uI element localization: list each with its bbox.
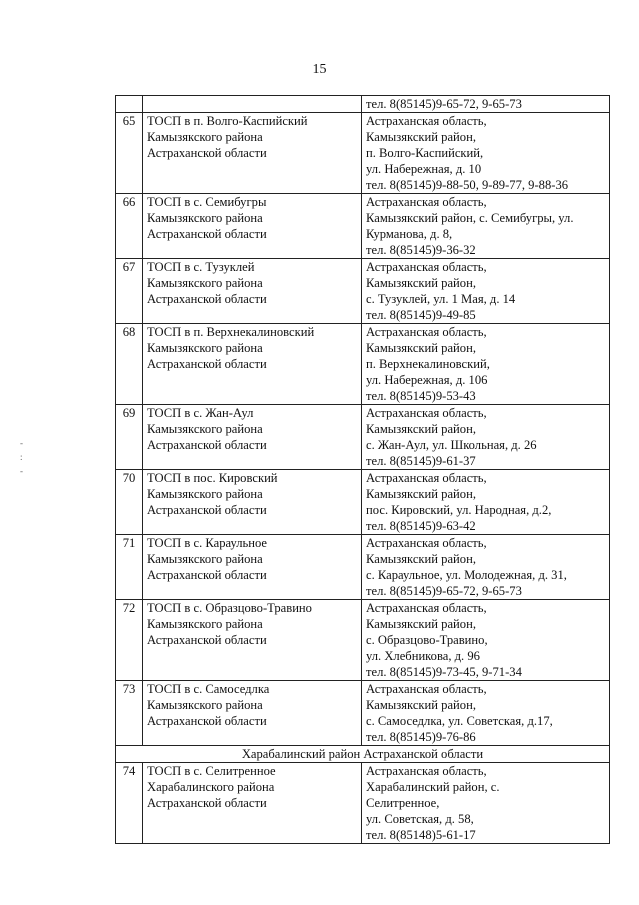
entry-number-cell: 69 [116, 405, 143, 470]
address-line: тел. 8(85145)9-61-37 [366, 454, 476, 468]
entry-address-cell [362, 113, 610, 194]
address-line: п. Волго-Каспийский, [366, 146, 484, 160]
name-line: ТОСП в с. Караульное [147, 536, 268, 550]
address-line: тел. 8(85145)9-65-72, 9-65-73 [366, 97, 522, 111]
entry-name-cell [143, 470, 362, 535]
name-line: Астраханской области [147, 796, 267, 810]
name-line: Астраханской области [147, 146, 267, 160]
entry-address-cell [362, 470, 610, 535]
entry-number-cell: 70 [116, 470, 143, 535]
table-row [116, 259, 610, 324]
name-line: ТОСП в с. Образцово-Травино [147, 601, 312, 615]
name-line: Камызякского района [147, 276, 263, 290]
entry-address-cell [362, 681, 610, 746]
table-row [116, 324, 610, 405]
address-line: Астраханская область, [366, 195, 487, 209]
entry-address-cell [362, 324, 610, 405]
entry-name-cell [143, 113, 362, 194]
entry-address-cell [362, 535, 610, 600]
address-line: Астраханская область, [366, 406, 487, 420]
name-line: ТОСП в с. Селитренное [147, 764, 276, 778]
name-line: Астраханской области [147, 438, 267, 452]
entry-name-cell [143, 96, 362, 113]
entry-number-cell: 67 [116, 259, 143, 324]
entry-number-cell: 74 [116, 763, 143, 844]
address-line: ул. Хлебникова, д. 96 [366, 649, 480, 663]
address-line: Астраханская область, [366, 536, 487, 550]
name-line: Харабалинского района [147, 780, 275, 794]
table-row [116, 681, 610, 746]
entry-number-cell: 65 [116, 113, 143, 194]
address-line: тел. 8(85145)9-76-86 [366, 730, 476, 744]
entry-address-cell [362, 259, 610, 324]
address-line: п. Верхнекалиновский, [366, 357, 490, 371]
entry-number-cell: 68 [116, 324, 143, 405]
address-line: с. Караульное, ул. Молодежная, д. 31, [366, 568, 567, 582]
entry-number-cell: 73 [116, 681, 143, 746]
address-line: Камызякский район, [366, 552, 476, 566]
address-line: Камызякский район, [366, 617, 476, 631]
margin-mark: : [20, 452, 23, 462]
address-line: Камызякский район, [366, 422, 476, 436]
address-line: Астраханская область, [366, 682, 487, 696]
table-row [116, 763, 610, 844]
address-line: с. Образцово-Травино, [366, 633, 488, 647]
address-line: Камызякский район, [366, 341, 476, 355]
name-line: Камызякского района [147, 341, 263, 355]
margin-mark: - [20, 466, 23, 476]
name-line: Камызякского района [147, 487, 263, 501]
name-line: Камызякского района [147, 698, 263, 712]
name-line: Камызякского района [147, 552, 263, 566]
address-line: тел. 8(85145)9-49-85 [366, 308, 476, 322]
address-line: тел. 8(85145)9-53-43 [366, 389, 476, 403]
address-line: тел. 8(85148)5-61-17 [366, 828, 476, 842]
entry-name-cell [143, 194, 362, 259]
entry-address-cell [362, 194, 610, 259]
address-line: Астраханская область, [366, 471, 487, 485]
address-line: тел. 8(85145)9-65-72, 9-65-73 [366, 584, 522, 598]
name-line: Астраханской области [147, 633, 267, 647]
table-row [116, 535, 610, 600]
address-line: Астраханская область, [366, 764, 487, 778]
address-line: Камызякский район, [366, 276, 476, 290]
address-line: Камызякский район, [366, 698, 476, 712]
address-line: тел. 8(85145)9-63-42 [366, 519, 476, 533]
margin-mark: - [20, 438, 23, 448]
address-line: тел. 8(85145)9-36-32 [366, 243, 476, 257]
address-line: Камызякский район, [366, 487, 476, 501]
table-row [116, 194, 610, 259]
registry-table-body [116, 96, 610, 844]
table-row-continuation [116, 96, 610, 113]
entry-name-cell [143, 681, 362, 746]
name-line: Астраханской области [147, 503, 267, 517]
entry-address-cell [362, 96, 610, 113]
section-header-row [116, 746, 610, 763]
address-line: с. Тузуклей, ул. 1 Мая, д. 14 [366, 292, 516, 306]
address-line: Камызякский район, с. Семибугры, ул. [366, 211, 574, 225]
address-line: пос. Кировский, ул. Народная, д.2, [366, 503, 552, 517]
address-line: тел. 8(85145)9-88-50, 9-89-77, 9-88-36 [366, 178, 569, 192]
entry-name-cell [143, 405, 362, 470]
name-line: ТОСП в с. Тузуклей [147, 260, 255, 274]
entry-number-cell: 66 [116, 194, 143, 259]
table-row [116, 600, 610, 681]
address-line: с. Жан-Аул, ул. Школьная, д. 26 [366, 438, 537, 452]
address-line: Харабалинский район, с. [366, 780, 500, 794]
address-line: тел. 8(85145)9-73-45, 9-71-34 [366, 665, 522, 679]
entry-address-cell [362, 405, 610, 470]
name-line: Камызякского района [147, 422, 263, 436]
address-line: Селитренное, [366, 796, 440, 810]
name-line: ТОСП в с. Самоседлка [147, 682, 270, 696]
name-line: ТОСП в пос. Кировский [147, 471, 278, 485]
entry-name-cell [143, 535, 362, 600]
name-line: Астраханской области [147, 714, 267, 728]
name-line: Астраханской области [147, 292, 267, 306]
table-row [116, 470, 610, 535]
name-line: Астраханской области [147, 227, 267, 241]
name-line: ТОСП в с. Жан-Аул [147, 406, 254, 420]
address-line: Камызякский район, [366, 130, 476, 144]
name-line: ТОСП в п. Волго-Каспийский [147, 114, 308, 128]
address-line: Астраханская область, [366, 601, 487, 615]
entry-number-cell: 71 [116, 535, 143, 600]
name-line: Камызякского района [147, 211, 263, 225]
entry-number-cell [116, 96, 143, 113]
entry-name-cell [143, 324, 362, 405]
name-line: Астраханской области [147, 568, 267, 582]
address-line: Астраханская область, [366, 114, 487, 128]
address-line: ул. Набережная, д. 10 [366, 162, 482, 176]
address-line: с. Самоседлка, ул. Советская, д.17, [366, 714, 553, 728]
address-line: ул. Советская, д. 58, [366, 812, 474, 826]
table-row [116, 405, 610, 470]
entry-address-cell [362, 763, 610, 844]
address-line: Курманова, д. 8, [366, 227, 453, 241]
entry-address-cell [362, 600, 610, 681]
address-line: ул. Набережная, д. 106 [366, 373, 488, 387]
table-row [116, 113, 610, 194]
section-header: Харабалинский район Астраханской области [116, 746, 610, 763]
name-line: ТОСП в п. Верхнекалиновский [147, 325, 315, 339]
entry-name-cell [143, 763, 362, 844]
address-line: Астраханская область, [366, 325, 487, 339]
entry-name-cell [143, 600, 362, 681]
name-line: ТОСП в с. Семибугры [147, 195, 267, 209]
name-line: Астраханской области [147, 357, 267, 371]
name-line: Камызякского района [147, 130, 263, 144]
name-line: Камызякского района [147, 617, 263, 631]
registry-table [115, 95, 610, 844]
entry-name-cell [143, 259, 362, 324]
entry-number-cell: 72 [116, 600, 143, 681]
address-line: Астраханская область, [366, 260, 487, 274]
page-number: 15 [312, 62, 327, 77]
margin-marks [20, 436, 23, 478]
